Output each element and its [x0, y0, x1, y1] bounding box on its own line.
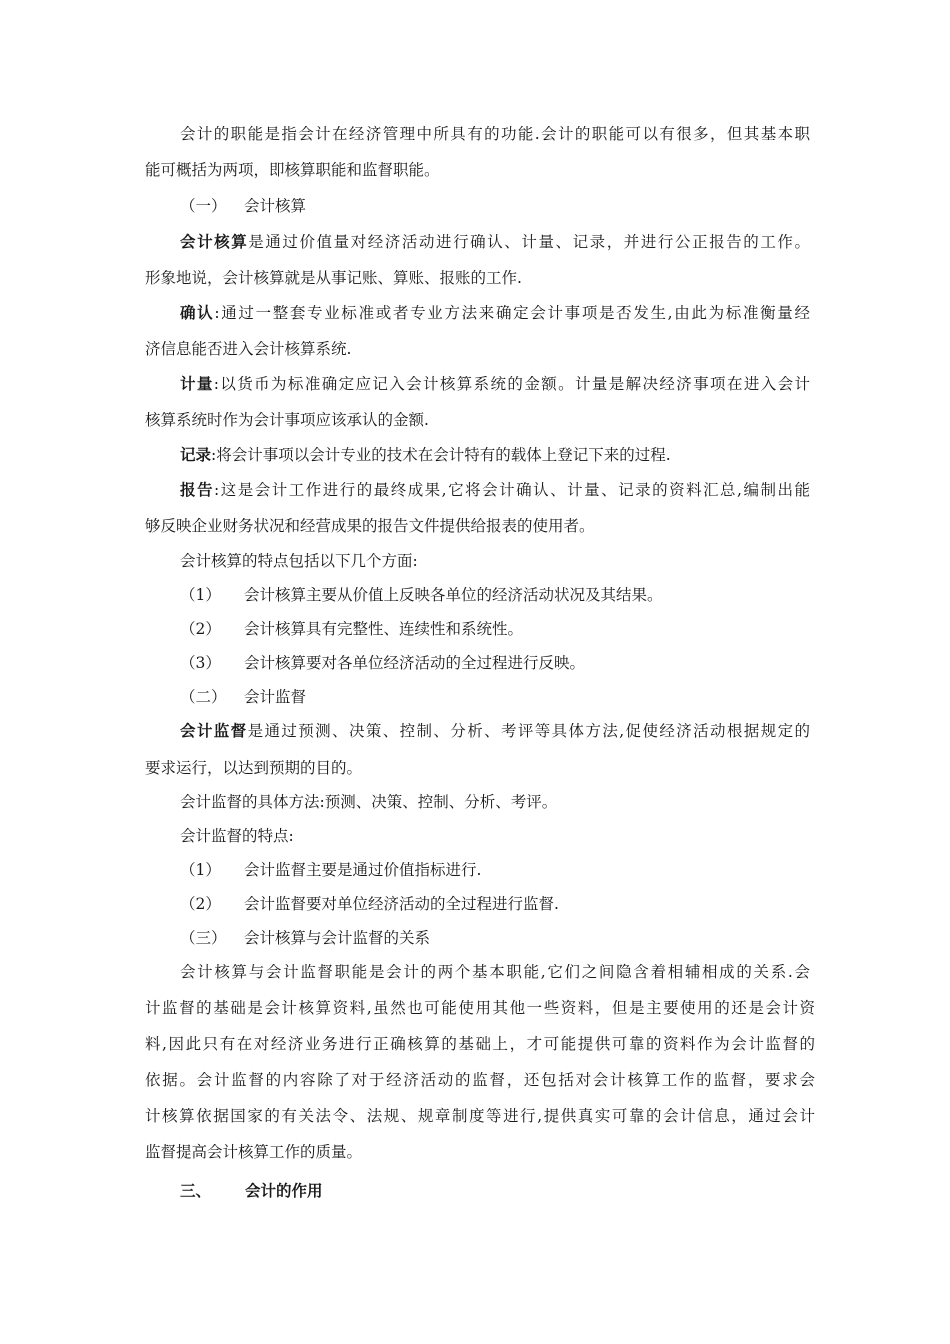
accounting-definition-cont: 形象地说，会计核算就是从事记账、算账、报账的工作.	[145, 269, 522, 287]
supervision-methods: 会计监督的具体方法:预测、决策、控制、分析、考评。	[180, 793, 558, 811]
list-item: （2） 会计监督要对单位经济活动的全过程进行监督.	[180, 895, 559, 913]
relationship-line-6: 监督提高会计核算工作的质量。	[145, 1143, 363, 1161]
supervision-definition-cont: 要求运行，以达到预期的目的。	[145, 759, 363, 777]
relationship-line-1: 会计核算与会计监督职能是会计的两个基本职能,它们之间隐含着相辅相成的关系.会	[180, 963, 810, 981]
section-heading-3	[180, 928, 810, 948]
reporting-paragraph: 报告:这是会计工作进行的最终成果,它将会计确认、计量、记录的资料汇总,编制出能	[180, 480, 810, 499]
relationship-line-3: 料,因此只有在对经济业务进行正确核算的基础上，才可能提供可靠的资料作为会计监督的	[145, 1035, 815, 1053]
chapter-number: 三、	[180, 1181, 212, 1200]
supervision-features-intro: 会计监督的特点:	[180, 827, 294, 845]
recording-paragraph: 记录:将会计事项以会计专业的技术在会计特有的载体上登记下来的过程.	[180, 445, 671, 464]
intro-line-2: 能可概括为两项，即核算职能和监督职能。	[145, 161, 440, 179]
section-number: （三）	[180, 929, 227, 947]
section-title: 会计核算与会计监督的关系	[244, 929, 431, 947]
term-label: 会计监督	[180, 721, 248, 740]
term-label: 计量	[180, 374, 214, 393]
reporting-cont: 够反映企业财务状况和经营成果的报告文件提供给报表的使用者。	[145, 517, 595, 535]
section-title: 会计核算	[244, 197, 307, 215]
term-label: 记录	[180, 445, 212, 464]
section-number: （一）	[180, 197, 227, 215]
section-title: 会计监督	[244, 688, 307, 706]
section-heading-1	[180, 196, 810, 216]
chapter-title: 会计的作用	[245, 1181, 323, 1200]
recognition-paragraph: 确认:通过一整套专业标准或者专业方法来确定会计事项是否发生,由此为标准衡量经	[180, 303, 810, 322]
section-number: （二）	[180, 688, 227, 706]
term-label: 报告	[180, 480, 214, 499]
relationship-line-5: 计核算依据国家的有关法令、法规、规章制度等进行,提供真实可靠的会计信息，通过会计	[145, 1107, 815, 1125]
relationship-line-2: 计监督的基础是会计核算资料,虽然也可能使用其他一些资料，但是主要使用的还是会计资	[145, 999, 815, 1017]
supervision-definition: 会计监督是通过预测、决策、控制、分析、考评等具体方法,促使经济活动根据规定的	[180, 721, 810, 740]
term-label: 确认	[180, 303, 215, 322]
recognition-cont: 济信息能否进入会计核算系统.	[145, 340, 352, 358]
accounting-definition: 会计核算是通过价值量对经济活动进行确认、计量、记录，并进行公正报告的工作。	[180, 232, 810, 251]
list-item: （1） 会计核算主要从价值上反映各单位的经济活动状况及其结果。	[180, 586, 663, 604]
section-heading-2	[180, 687, 810, 707]
relationship-line-4: 依据。会计监督的内容除了对于经济活动的监督，还包括对会计核算工作的监督，要求会	[145, 1071, 815, 1089]
features-intro: 会计核算的特点包括以下几个方面:	[180, 552, 418, 570]
term-label: 会计核算	[180, 232, 249, 251]
list-item: （1） 会计监督主要是通过价值指标进行.	[180, 861, 482, 879]
intro-line-1: 会计的职能是指会计在经济管理中所具有的功能.会计的职能可以有很多，但其基本职	[180, 125, 810, 143]
list-item: （2） 会计核算具有完整性、连续性和系统性。	[180, 620, 524, 638]
measurement-cont: 核算系统时作为会计事项应该承认的金额.	[145, 411, 429, 429]
measurement-paragraph: 计量:以货币为标准确定应记入会计核算系统的金额。计量是解决经济事项在进入会计	[180, 374, 810, 393]
list-item: （3） 会计核算要对各单位经济活动的全过程进行反映。	[180, 654, 586, 672]
